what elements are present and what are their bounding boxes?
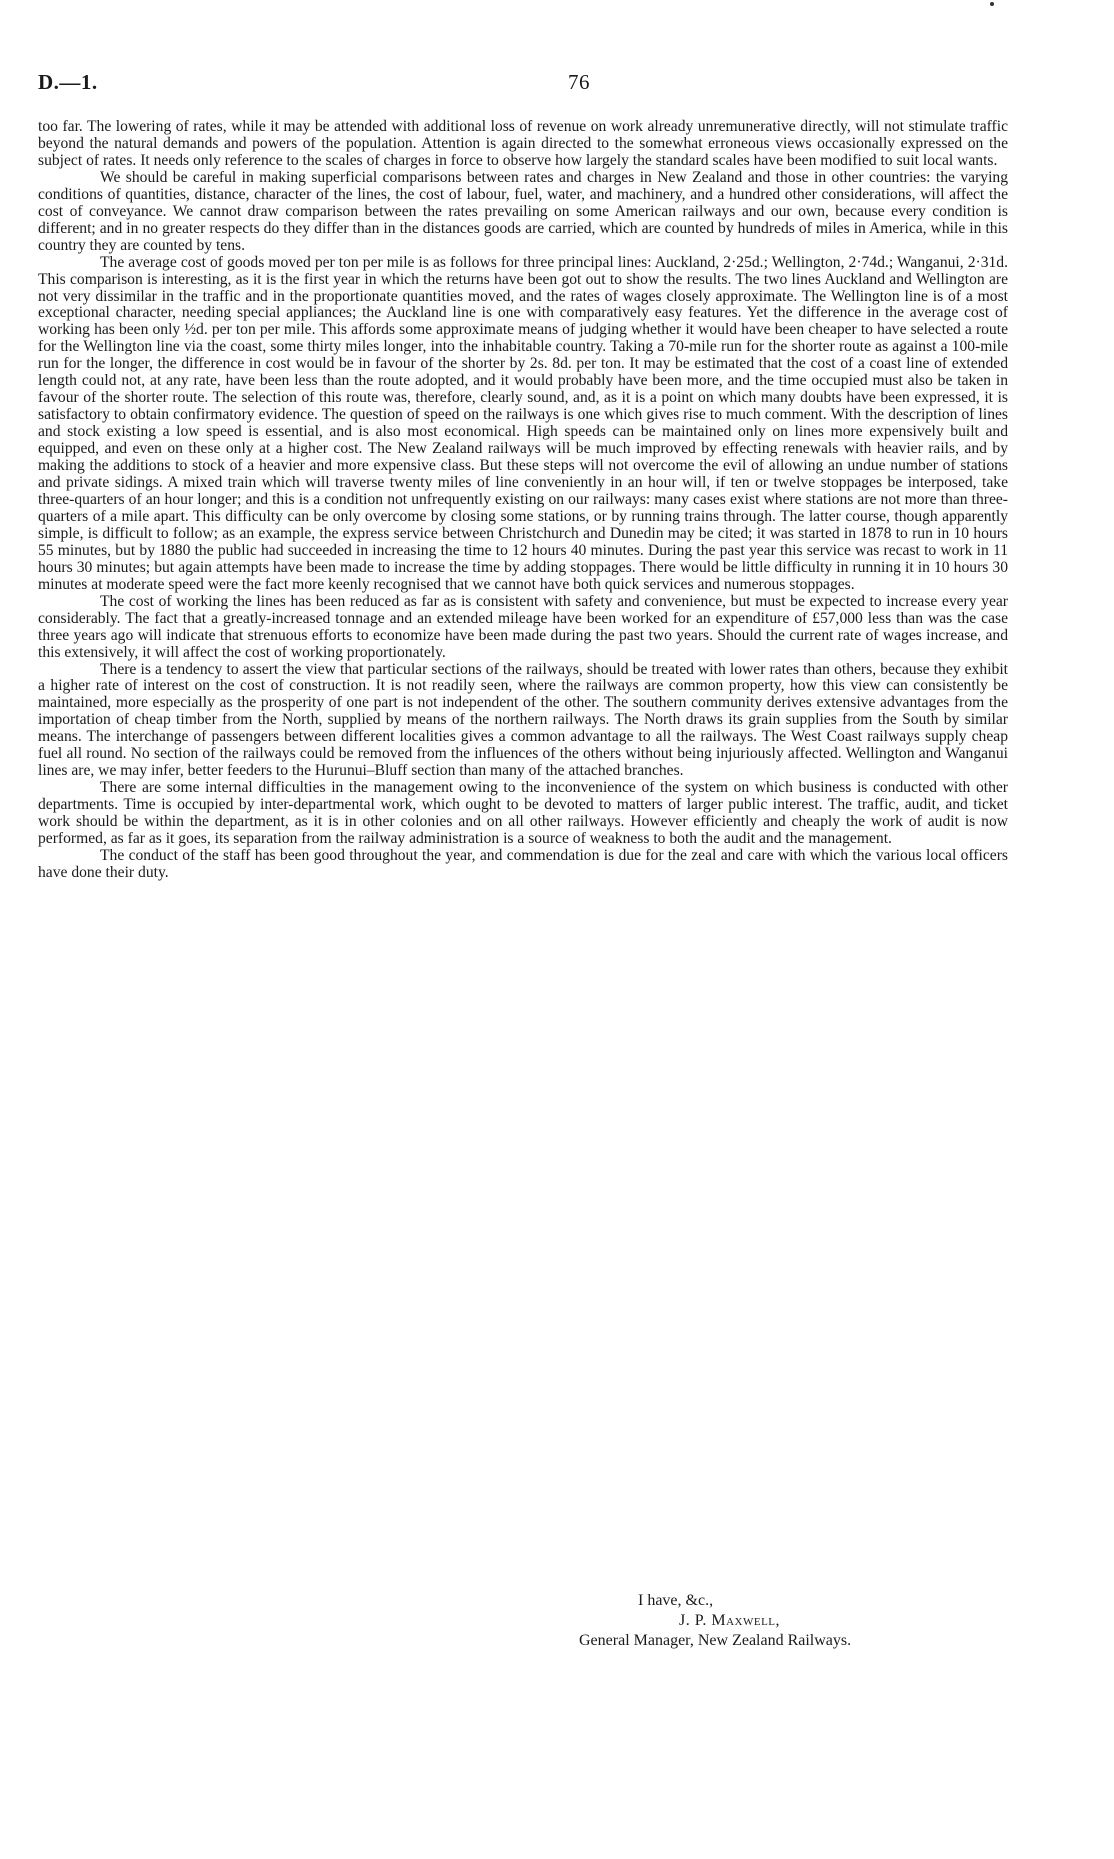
paragraph-continued: too far. The lowering of rates, while it may be attended with additional loss of revenue on work already unremunerative directly, will not stimulate traffic beyond the natural demands and powers of the population. Attention is again directed to the somewhat erroneous views occasionally expressed on the subject of rates. It needs only reference to the scales of charges in force to observe how largely the standard scales have been modified to suit local wants.	[38, 118, 1008, 169]
paragraph-average-cost: The average cost of goods moved per ton per mile is as follows for three principal lines: Auckland, 2·25d.; Wellington, 2·74d.; Wanganui, 2·31d. This comparison is interesting, as it is the first year in which the returns have been got out to show the results. The two lines Auckland and Wellington are not very dissimilar in the traffic and in the proportionate quantities moved, and the rates of wages closely approximate. The Wellington line is of a most exceptional character, needing special appliances; the Auckland line is one with comparatively easy features. Yet the difference in the average cost of working has been only ½d. per ton per mile. This affords some approximate means of judging whether it would have been cheaper to have selected a route for the Wellington line via the coast, some thirty miles longer, into the inhabitable country. Taking a 70-mile run for the shorter route as against a 100-mile run for the longer, the difference in cost would be in favour of the shorter by 2s. 8d. per ton. It may be estimated that the cost of a coast line of extended length could not, at any rate, have been less than the route adopted, and it would probably have been more, and the time occupied must also be taken in favour of the shorter route. The selection of this route was, therefore, clearly sound, and, as it is a point on which many doubts have been expressed, it is satisfactory to obtain confirmatory evidence. The question of speed on the railways is one which gives rise to much comment. With the description of lines and stock existing a low speed is essential, and is also most economical. High speeds can be maintained only on lines more expensively built and equipped, and even on these only at a higher cost. The New Zealand railways will be much improved by effecting renewals with heavier rails, and by making the additions to stock of a heavier and more expensive class. But these steps will not overcome the evil of allowing an undue number of stations and private sidings. A mixed train which will traverse twenty miles of line conveniently in an hour will, if ten or twelve stoppages be interposed, take three-quarters of an hour longer; and this is a condition not unfrequently existing on our railways: many cases exist where stations are not more than three-quarters of a mile apart. This difficulty can be only overcome by closing some stations, or by running trains through. The latter course, though apparently simple, is difficult to follow; as an example, the express service between Christchurch and Dunedin may be cited; it was started in 1878 to run in 10 hours 55 minutes, but by 1880 the public had succeeded in increasing the time to 12 hours 40 minutes. During the past year this service was recast to work in 11 hours 30 minutes; but again attempts have been made to increase the time by adding stoppages. There would be little difficulty in running it in 10 hours 30 minutes at moderate speed were the fact more keenly recognised that we cannot have both quick services and numerous stoppages.	[38, 253, 1008, 593]
body-text	[38, 119, 1008, 882]
page-number: 76	[568, 70, 590, 94]
paragraph-cost-of-working: The cost of working the lines has been reduced as far as is consistent with safety and convenience, but must be expected to increase every year considerably. The fact that a greatly-increased tonnage and an extended mileage have been worked for an expenditure of £57,000 less than was the case three years ago will indicate that strenuous efforts to economize have been made during the past two years. Should the current rate of wages increase, and this extensively, it will affect the cost of working proportionately.	[38, 592, 1008, 661]
paragraph-rates-sections: There is a tendency to assert the view that particular sections of the railways, should be treated with lower rates than others, because they exhibit a higher rate of interest on the cost of construction. It is not readily seen, where the railways are common property, how this view can consistently be maintained, more especially as the prosperity of one part is not independent of the other. The southern community derives extensive advantages from the importation of cheap timber from the North, supplied by means of the northern railways. The North draws its grain supplies from the South by similar means. The interchange of passengers between different localities gives a common advantage to all the railways. The West Coast railways supply cheap fuel all round. No section of the railways could be removed from the influences of the others without being injuriously affected. Wellington and Wanganui lines are, we may infer, better feeders to the Hurunui–Bluff section than many of the attached branches.	[38, 660, 1008, 780]
paragraph-comparisons: We should be careful in making superficial comparisons between rates and charges in New Zealand and those in other countries: the varying conditions of quantities, distance, character of the lines, the cost of labour, fuel, water, and machinery, and a hundred other considerations, will affect the cost of conveyance. We cannot draw comparison between the rates prevailing on some American railways and our own, because every condition is different; and in no greater respects do they differ than in the distances goods are carried, which are counted by hundreds of miles in America, while in this country they are counted by tens.	[38, 168, 1008, 254]
paragraph-conduct-of-staff: The conduct of the staff has been good throughout the year, and commendation is due for the zeal and care with which the various local officers have done their duty.	[38, 846, 1008, 881]
signatory-name: J. P. Maxwell,	[679, 1612, 781, 1629]
speck-mark	[990, 2, 994, 6]
document-reference: D.—1.	[38, 70, 98, 94]
signature-closing: I have, &c.,	[638, 1592, 714, 1609]
page-header	[38, 70, 1008, 98]
paragraph-internal-difficulties: There are some internal difficulties in the management owing to the inconvenience of the system on which business is conducted with other departments. Time is occupied by inter-departmental work, which ought to be devoted to matters of larger public interest. The traffic, audit, and ticket work should be within the department, as it is in other colonies and on all other railways. However efficiently and cheaply the work of audit is now performed, as far as it goes, its separation from the railway administration is a source of weakness to both the audit and the management.	[38, 779, 1008, 848]
signatory-title: General Manager, New Zealand Railways.	[579, 1632, 852, 1649]
signature-block	[38, 1591, 1008, 1651]
